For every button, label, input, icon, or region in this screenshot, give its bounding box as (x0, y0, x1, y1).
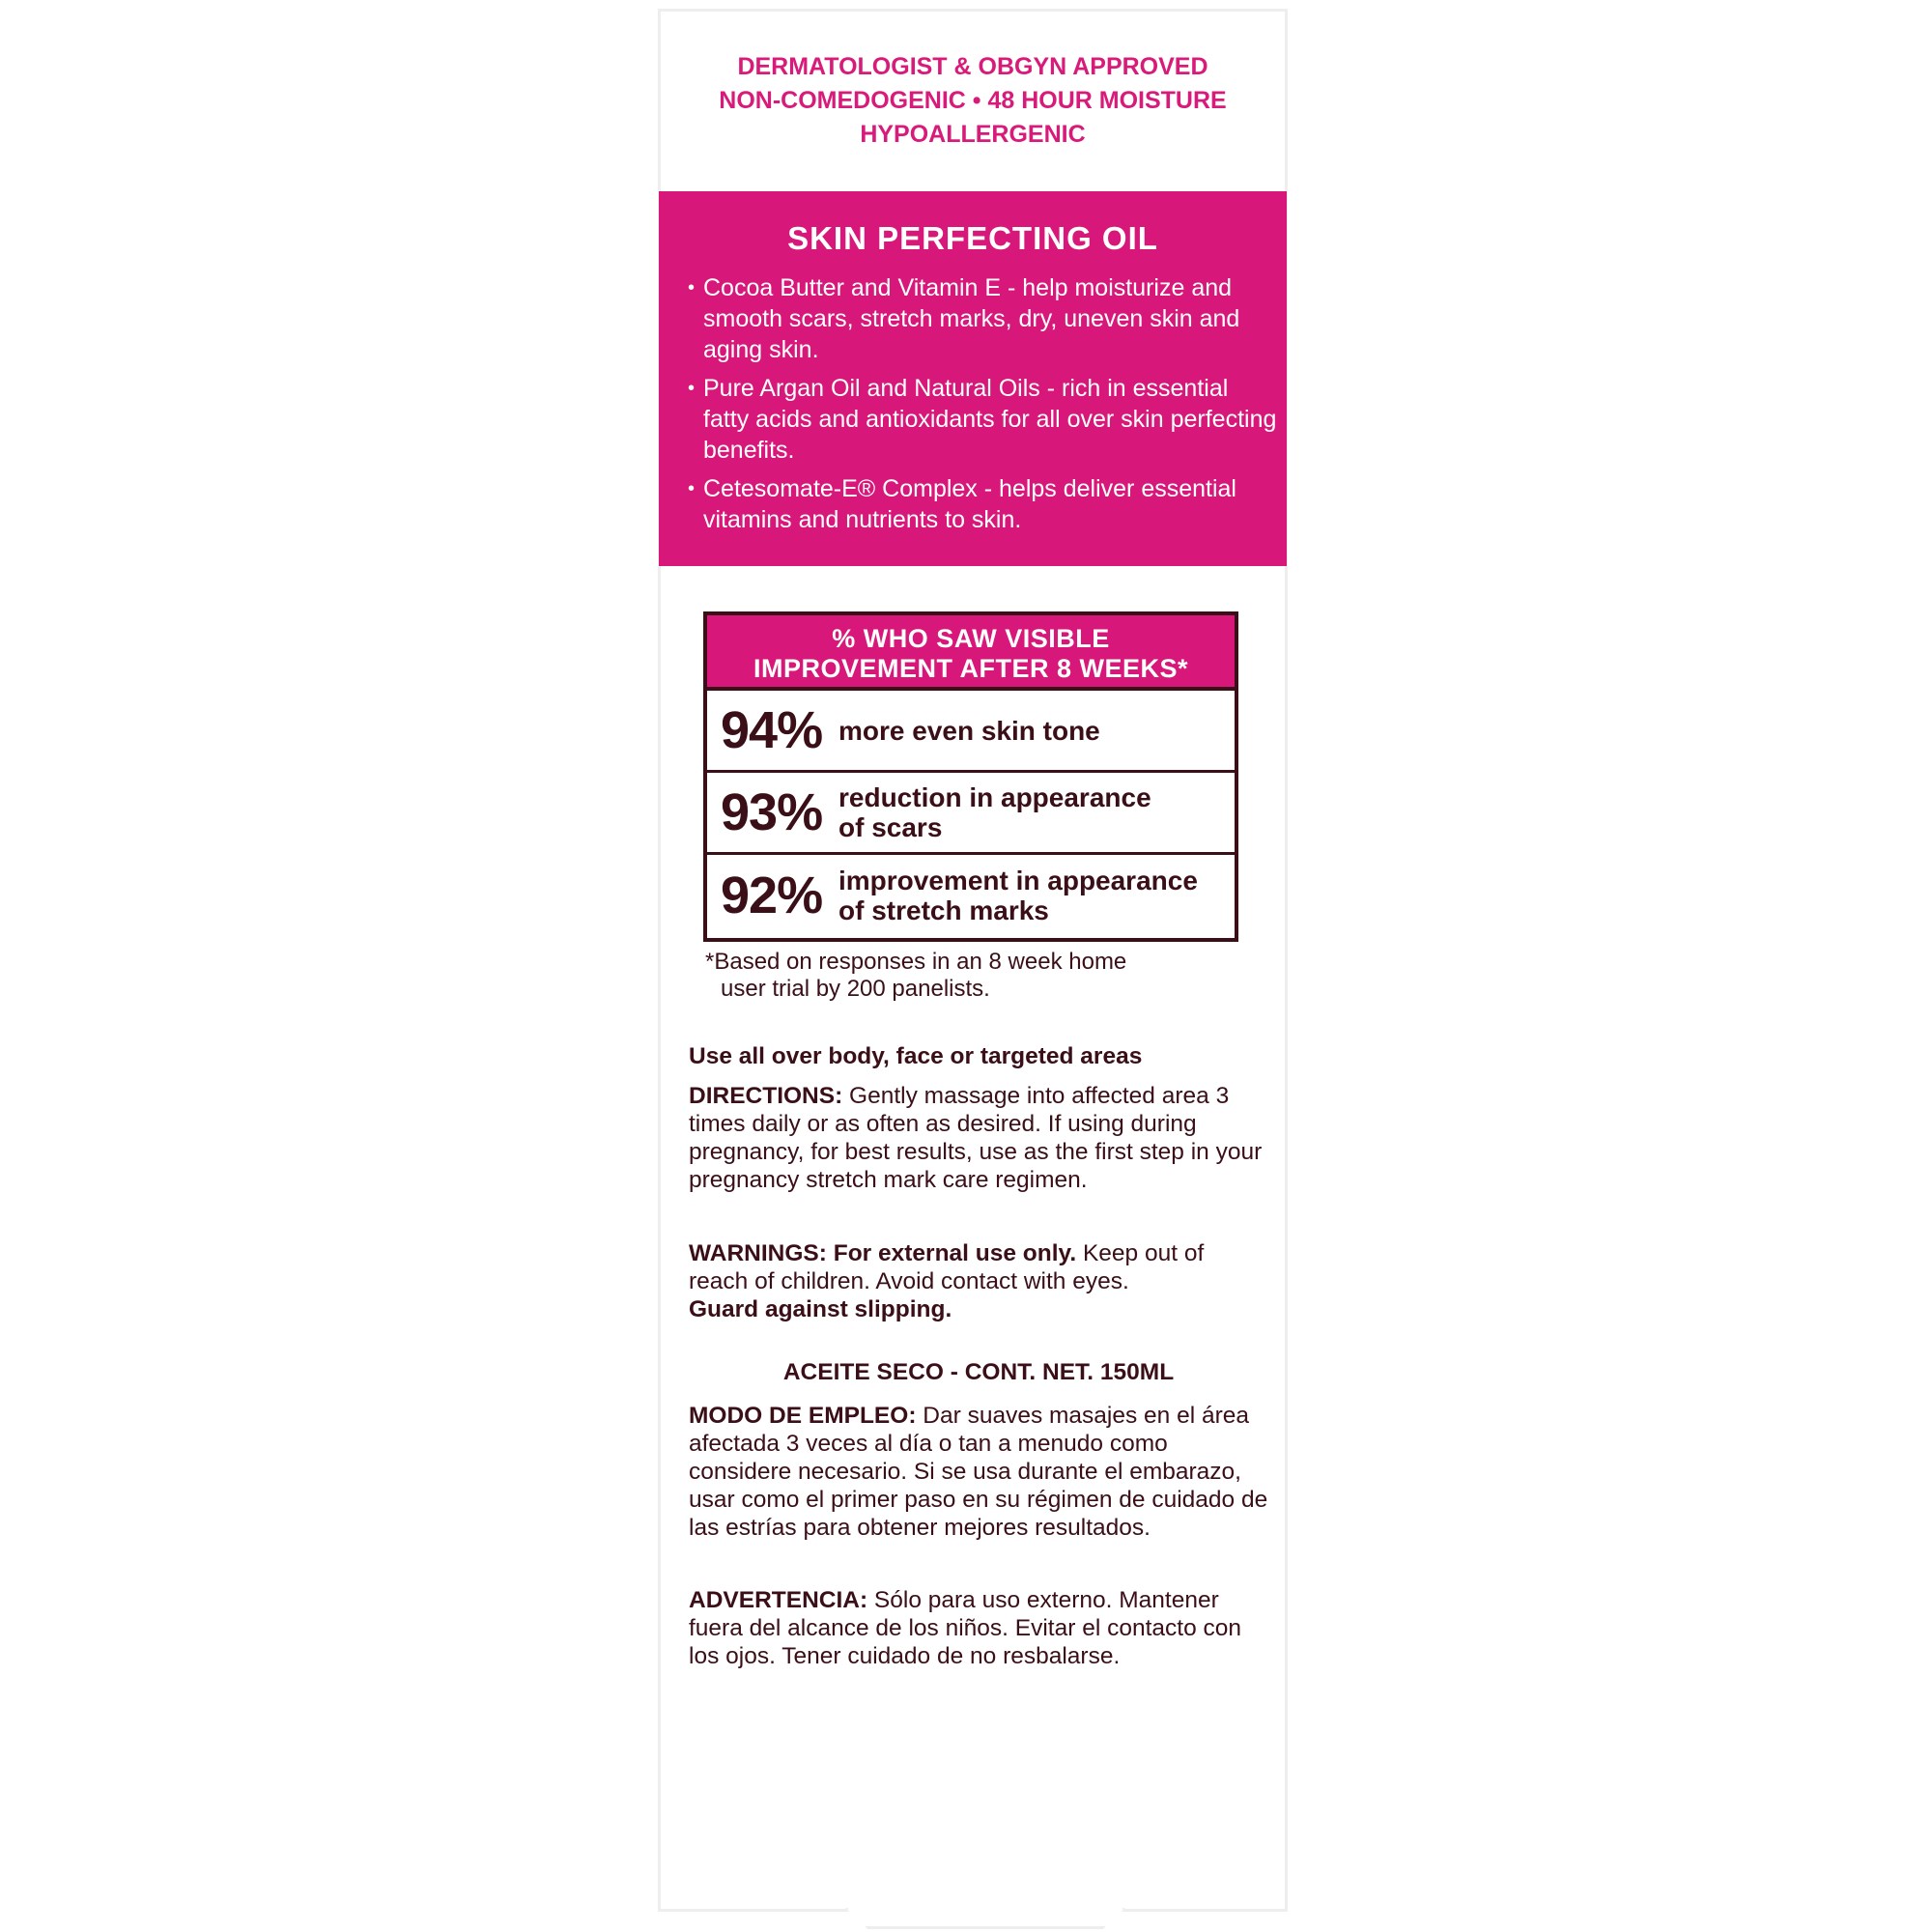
result-row (707, 773, 1235, 855)
warnings-paragraph (689, 1239, 1268, 1323)
spanish-directions-paragraph (689, 1402, 1268, 1542)
claim-line: DERMATOLOGIST & OBGYN APPROVED (737, 53, 1208, 80)
usage-note: Use all over body, face or targeted areas (689, 1043, 1143, 1069)
spanish-net-content: ACEITE SECO - CONT. NET. 150ML (782, 1359, 1175, 1385)
result-line: improvement in appearance (838, 866, 1198, 895)
result-percent: 92% (721, 867, 823, 924)
package-tab (845, 1908, 1125, 1929)
result-description (838, 866, 1198, 925)
result-percent: 94% (721, 701, 823, 759)
product-title: SKIN PERFECTING OIL (787, 220, 1158, 256)
warnings-bold-end: Guard against slipping. (689, 1296, 952, 1322)
directions-label: DIRECTIONS: (689, 1083, 843, 1109)
product-benefits-box (659, 191, 1287, 566)
result-description (838, 782, 1151, 842)
claim-line: HYPOALLERGENIC (860, 121, 1086, 148)
footnote-line: user trial by 200 panelists. (721, 976, 990, 1002)
spanish-warning-paragraph (689, 1586, 1268, 1670)
approval-claims (658, 50, 1288, 152)
spanish-warning-text: Sólo para uso externo. Mantener fuera del alcance de los niños. Evitar el contacto con los ojos. Tener cuidado de no resbalarse. (689, 1587, 1242, 1669)
result-description (838, 716, 1100, 746)
warnings-text: Keep out of reach of children. Avoid contact with eyes. (689, 1240, 1205, 1294)
result-row (707, 691, 1235, 773)
results-header (707, 615, 1235, 691)
result-line: reduction in appearance (838, 782, 1151, 812)
results-header-line: IMPROVEMENT AFTER 8 WEEKS* (753, 654, 1189, 683)
result-percent: 93% (721, 783, 823, 841)
benefit-list (688, 272, 1277, 543)
directions-text: Gently massage into affected area 3 times daily or as often as desired. If using during pregnancy, for best results, use as the first step in your pregnancy stretch mark care regimen. (689, 1083, 1263, 1193)
directions-paragraph (689, 1082, 1268, 1194)
warnings-label: WARNINGS: (689, 1240, 827, 1266)
benefit-item: • Pure Argan Oil and Natural Oils - rich in essential fatty acids and antioxidants for all over skin perfecting benefits. (688, 373, 1277, 466)
spanish-directions-text: Dar suaves masajes en el área afectada 3 veces al día o tan a menudo como considere necesario. Si se usa durante el embarazo, usar como el primer paso en su régimen de cuidado de las estrías para obtener mejores resultados. (689, 1403, 1268, 1541)
result-row (707, 855, 1235, 936)
result-line: of stretch marks (838, 895, 1049, 925)
benefit-item: • Cocoa Butter and Vitamin E - help moisturize and smooth scars, stretch marks, dry, uneven skin and aging skin. (688, 272, 1277, 365)
result-line: more even skin tone (838, 715, 1100, 746)
warnings-bold: For external use only. (826, 1240, 1077, 1266)
benefit-item: • Cetesomate-E® Complex - helps deliver essential vitamins and nutrients to skin. (688, 473, 1277, 535)
claim-line: NON-COMEDOGENIC • 48 HOUR MOISTURE (719, 87, 1227, 114)
results-footnote (705, 949, 1208, 1003)
results-table (703, 611, 1238, 942)
spanish-directions-label: MODO DE EMPLEO: (689, 1403, 917, 1429)
spanish-warning-label: ADVERTENCIA: (689, 1587, 868, 1613)
footnote-line: *Based on responses in an 8 week home (705, 949, 1127, 975)
results-header-line: % WHO SAW VISIBLE (832, 624, 1110, 653)
result-line: of scars (838, 812, 943, 842)
